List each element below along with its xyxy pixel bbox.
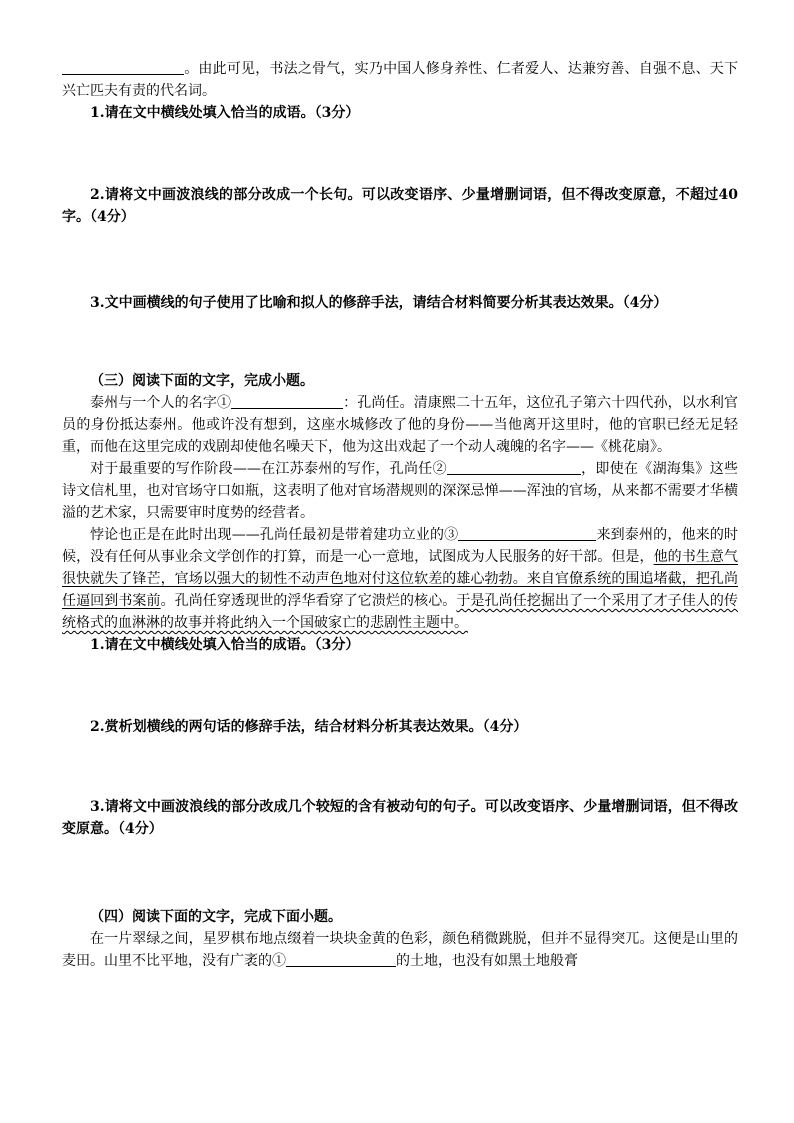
passage-2-tail: 。由此可见，书法之骨气，实乃中国人修身养性、仁者爱人、达兼穷善、自强不息、天下兴亡匹夫有责的代名词。 [62, 61, 738, 99]
question-2-2: 2.请将文中画波浪线的部分改成一个长句。可以改变语序、少量增删词语，但不得改变原意，不超过40字。（4分） [62, 187, 738, 225]
wavy-underlined-sentence: 于是孔尚任挖掘出了一个采用了才子佳人的传统格式的血淋淋的故事并将此纳入一个国破家亡的悲剧性主题中。 [62, 593, 739, 631]
question-2-3: 3.文中画横线的句子使用了比喻和拟人的修辞手法，请结合材料简要分析其表达效果。（4分） [90, 295, 668, 311]
question-3-2: 2.赏析划横线的两句话的修辞手法，结合材料分析其表达效果。（4分） [90, 719, 528, 735]
underlined-sentences: 他的书生意气很快就失了锋芒，官场以强大的韧性不动声色地对付这位软差的雄心勃勃。来自官僚系统的围追堵截，把孔尚任逼回到书案前 [62, 549, 739, 609]
answer-blank-3[interactable] [458, 525, 596, 541]
section-4-paragraph-1: 在一片翠绿之间，星罗棋布地点缀着一块块金黄的色彩，颜色稍微跳脱，但并不显得突兀。这便是山里的麦田。山里不比平地，没有广袤的① 的土地，也没有如黑土地般膏 [62, 931, 738, 969]
answer-blank-2[interactable] [447, 459, 581, 475]
section-4-heading: （四）阅读下面的文字，完成下面小题。 [90, 909, 342, 925]
question-3-3: 3.请将文中画波浪线的部分改成几个较短的含有被动句的句子。可以改变语序、少量增删词语，但不得改变原意。（4分） [62, 799, 738, 837]
answer-blank[interactable] [62, 59, 184, 75]
section-3-paragraph-3: 悖论也正是在此时出现——孔尚任最初是带着建功立业的③ 来到泰州的，他来的时候，没有任何从事业余文学创作的打算，而是一心一意地，试图成为人民服务的好干部。但是，他的书生意气很快就失了锋芒，官场以强大的韧性不动声色地对付这位软差的雄心勃勃。来自官僚系统的围追堵截，把孔尚任逼回到书案前。孔尚任穿透现世的浮华看穿了它溃烂的核心。于是孔尚任挖掘出了一个采用了才子佳人的传统格式的血淋淋的故事并将此纳入一个国破家亡的悲剧性主题中。 [62, 527, 739, 631]
question-3-1: 1.请在文中横线处填入恰当的成语。（3分） [90, 637, 360, 653]
section-3-paragraph-2: 对于最重要的写作阶段——在江苏泰州的写作，孔尚任② ，即使在《湖海集》这些诗文信札里，也对官场守口如瓶，这表明了他对官场潜规则的深深忌惮——浑浊的官场，从来都不需要才华横溢的艺术家，只需要审时度势的经营者。 [62, 461, 739, 521]
answer-blank-1[interactable] [231, 393, 343, 409]
section-3-paragraph-1: 泰州与一个人的名字① ：孔尚任。清康熙二十五年，这位孔子第六十四代孙，以水利官员的身份抵达泰州。他或许没有想到，这座水城修改了他的身份——当他离开这里时，他的官职已经无足轻重，而他在这里完成的戏剧却使他名噪天下，他为这出戏起了一个动人魂魄的名字——《桃花扇》。 [62, 395, 739, 455]
document-page [62, 58, 738, 972]
section-3-heading: （三）阅读下面的文字，完成小题。 [90, 373, 314, 389]
answer-blank-4[interactable] [286, 951, 396, 967]
question-2-1: 1.请在文中横线处填入恰当的成语。（3分） [90, 105, 360, 121]
